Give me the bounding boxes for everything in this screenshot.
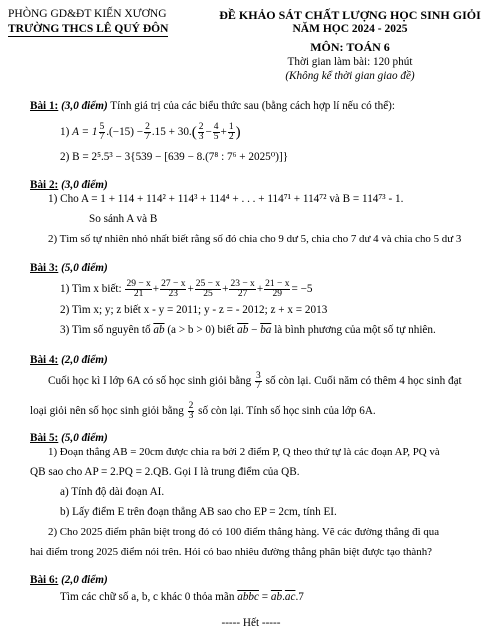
q3-l1-result: = −5 bbox=[291, 283, 313, 295]
question-5-line-5: 2) Cho 2025 điểm phân biệt trong đó có 100 điểm thẳng hàng. Vẽ các đường thẳng đi qua bbox=[48, 526, 440, 538]
question-2-points: (3,0 điểm) bbox=[61, 179, 108, 191]
question-4-points: (2,0 điểm) bbox=[61, 354, 108, 366]
question-5-line-2: QB sao cho AP = 2.PQ = 2.QB. Gọi I là trung điểm của QB. bbox=[30, 466, 300, 478]
question-4-title: Bài 4: bbox=[30, 354, 59, 366]
fraction: $\frac{25 - x}{25}$ bbox=[195, 278, 221, 299]
question-2-heading bbox=[30, 179, 108, 191]
question-3-line-1: 1) Tìm x biết: $\frac{29 - x}{21}$ + $\frac{27 - x}{23}$ + $\frac{25 - x}{25}$ + $\frac{23 - x}{27}$ + $\frac{21 - x}{29}$ = −5 bbox=[60, 278, 313, 299]
fraction: $\frac{2}{3}$ bbox=[188, 400, 194, 421]
question-5-line-1: 1) Đoạn thẳng AB = 20cm được chia ra bởi 2 điểm P, Q theo thứ tự là các đoạn AP, PQ và bbox=[48, 446, 440, 458]
question-1-heading bbox=[30, 100, 395, 112]
question-2-title: Bài 2: bbox=[30, 179, 59, 191]
dept-name: PHÒNG GD&ĐT KIẾN XƯƠNG bbox=[8, 8, 167, 20]
q3-l3-ab: $\overline{ab}$ bbox=[153, 324, 165, 336]
question-4-line-2: loại giỏi nên số học sinh giỏi bằng $\frac{2}{3}$ số còn lại. Tính số học sinh của lớp 6A. bbox=[30, 400, 376, 421]
q6-ab: $\overline{ab}$ bbox=[270, 591, 283, 603]
question-6-heading bbox=[30, 574, 108, 586]
end-marker: ----- Hết ----- bbox=[221, 617, 281, 629]
question-1-points: (3,0 điểm) bbox=[61, 100, 108, 112]
q3-l3-ab: $\overline{ab}$ bbox=[237, 324, 249, 336]
fraction: $\frac{5}{7}$ bbox=[99, 121, 105, 142]
question-6-title: Bài 6: bbox=[30, 574, 59, 586]
question-3-line-2: 2) Tìm x; y; z biết x - y = 2011; y - z = - 2012; z + x = 2013 bbox=[60, 304, 328, 316]
expr-1-prefix: 1) bbox=[60, 126, 73, 138]
question-1-expr-2: 2) B = 2⁵.5³ − 3{539 − [639 − 8.(7⁸ : 7⁶ + 2025⁰)]} bbox=[60, 151, 289, 163]
question-2-line-2: So sánh A và B bbox=[89, 213, 158, 225]
question-2-line-3: 2) Tìm số tự nhiên nhỏ nhất biết rằng số đó chia cho 9 dư 5, chia cho 7 dư 4 và chia cho 5 dư 3 bbox=[48, 233, 462, 245]
fraction: $\frac{21 - x}{29}$ bbox=[265, 278, 290, 299]
q3-l3-part: là bình phương của một số tự nhiên. bbox=[274, 324, 436, 336]
question-5-line-6: hai điểm trong 2025 điểm nói trên. Hỏi có bao nhiêu đường thẳng phân biệt được tạo thành? bbox=[30, 546, 432, 558]
school-year: NĂM HỌC 2024 - 2025 bbox=[292, 23, 408, 35]
question-5-points: (5,0 điểm) bbox=[61, 432, 108, 444]
expr-1-part: .15 + 30. bbox=[151, 126, 192, 138]
q3-l1-prefix: 1) Tìm x biết: bbox=[60, 283, 122, 295]
exam-title: ĐỀ KHẢO SÁT CHẤT LƯỢNG HỌC SINH GIỎI bbox=[219, 8, 481, 22]
school-name: TRƯỜNG THCS LÊ QUÝ ĐÔN bbox=[8, 23, 169, 35]
q3-l3-ba: $\overline{ba}$ bbox=[260, 324, 272, 336]
fraction: $\frac{3}{7}$ bbox=[256, 370, 261, 391]
q3-l3-part: (a > b > 0) biết bbox=[167, 324, 235, 336]
question-3-points: (5,0 điểm) bbox=[61, 262, 108, 274]
fraction: $\frac{2}{3}$ bbox=[198, 121, 204, 142]
fraction: $\frac{2}{7}$ bbox=[145, 121, 150, 142]
q6-abbc: abbc bbox=[237, 591, 259, 603]
fraction: $\frac{27 - x}{23}$ bbox=[161, 278, 186, 299]
question-1-expr-1: 1) A = 1 $\frac{5}{7}$ .(−15) − $\frac{2}{7}$ .15 + 30.( $\frac{2}{3}$ − $\frac{4}{5}$ + $\frac{1}{2}$ ) bbox=[60, 121, 241, 142]
question-3-title: Bài 3: bbox=[30, 262, 59, 274]
fraction: $\frac{1}{2}$ bbox=[228, 121, 234, 142]
question-4-line-1: Cuối học kì I lớp 6A có số học sinh giỏi bằng $\frac{3}{7}$ số còn lại. Cuối năm có thêm 4 học sinh đạt bbox=[48, 370, 462, 391]
question-5-line-3: a) Tính độ dài đoạn AI. bbox=[60, 486, 165, 498]
q6-ac: $\overline{ac}$ bbox=[284, 591, 296, 603]
time-allowed: Thời gian làm bài: 120 phút bbox=[287, 56, 413, 68]
question-1-intro: Tính giá trị của các biểu thức sau (bằng cách hợp lí nếu có thể): bbox=[110, 100, 396, 112]
question-5-title: Bài 5: bbox=[30, 432, 59, 444]
question-6-points: (2,0 điểm) bbox=[61, 574, 108, 586]
question-5-line-4: b) Lấy điểm E trên đoạn thẳng AB sao cho EP = 2cm, tính EI. bbox=[60, 506, 337, 518]
question-2-line-1: 1) Cho A = 1 + 114 + 114² + 114³ + 114⁴ + . . . + 114⁷¹ + 114⁷² và B = 114⁷³ - 1. bbox=[48, 193, 404, 205]
question-3-heading bbox=[30, 262, 108, 274]
time-note: (Không kể thời gian giao đề) bbox=[285, 70, 415, 82]
fraction: $\frac{4}{5}$ bbox=[213, 121, 219, 142]
question-6-line-1: Tìm các chữ số a, b, c khác 0 thỏa mãn abbc = $\overline{ab}.\overline{ac}.7$ bbox=[60, 591, 304, 603]
q3-l3-part: 3) Tìm số nguyên tố bbox=[60, 324, 151, 336]
expr-1-lhs: A = 1 bbox=[72, 126, 98, 138]
question-4-heading bbox=[30, 354, 108, 366]
question-5-heading bbox=[30, 432, 108, 444]
subject: MÔN: TOÁN 6 bbox=[310, 40, 390, 54]
expr-1-part: .(−15) − bbox=[106, 126, 144, 138]
question-3-line-3: 3) Tìm số nguyên tố $\overline{ab}$ (a > b > 0) biết $\overline{ab} - \overline{ba}$ là bình phương của một số tự nhiên. bbox=[60, 324, 436, 336]
fraction: $\frac{29 - x}{21}$ bbox=[126, 278, 151, 299]
question-1-title: Bài 1: bbox=[30, 100, 59, 112]
fraction: $\frac{23 - x}{27}$ bbox=[230, 278, 255, 299]
